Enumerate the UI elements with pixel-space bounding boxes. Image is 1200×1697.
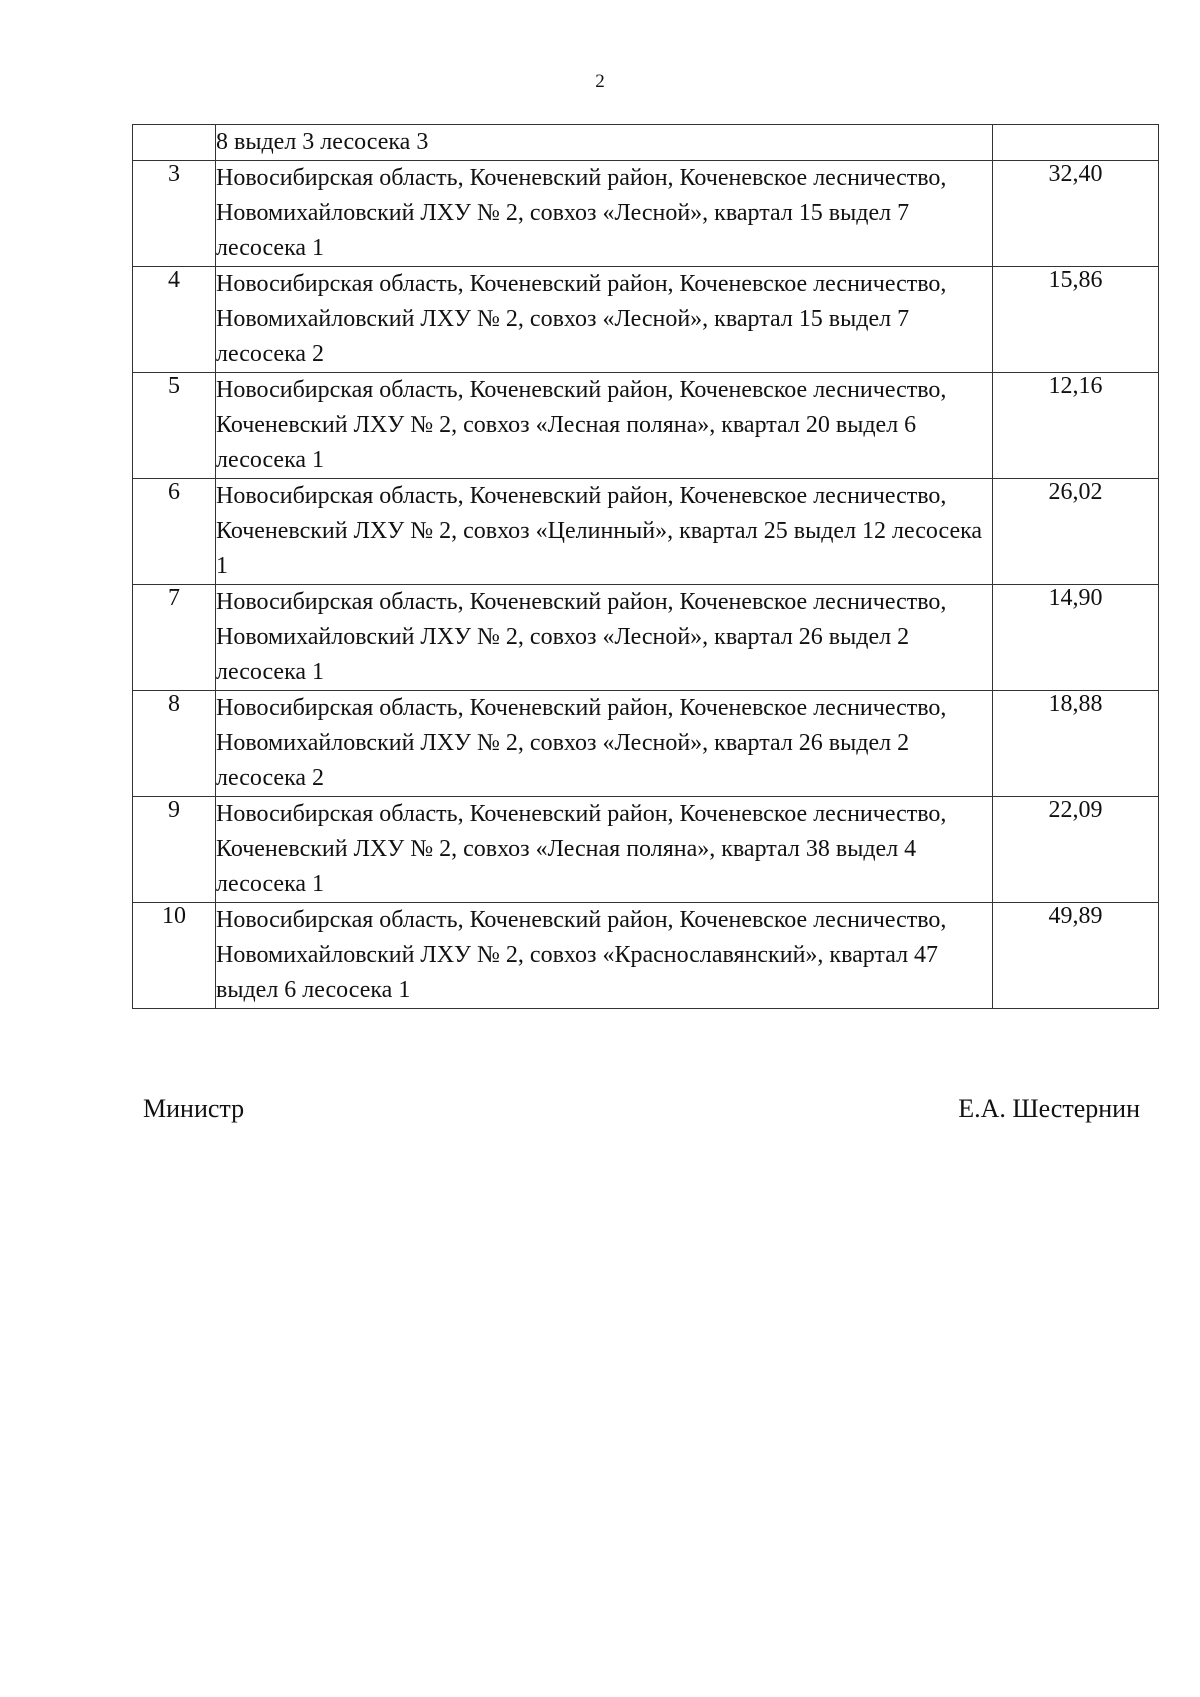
table-row [133,267,1159,373]
table-row [133,585,1159,691]
row-location: Новосибирская область, Коченевский район, Коченевское лесничество, Новомихайловский ЛХУ № 2, совхоз «Краснославянский», квартал 47 выдел 6 лесосека 1 [216,903,993,1009]
row-location: Новосибирская область, Коченевский район, Коченевское лесничество, Коченевский ЛХУ № 2, совхоз «Целинный», квартал 25 выдел 12 лесосека 1 [216,479,993,585]
row-location: Новосибирская область, Коченевский район, Коченевское лесничество, Коченевский ЛХУ № 2, совхоз «Лесная поляна», квартал 38 выдел 4 лесосека 1 [216,797,993,903]
row-area: 32,40 [993,161,1159,267]
row-area: 49,89 [993,903,1159,1009]
row-location: Новосибирская область, Коченевский район, Коченевское лесничество, Коченевский ЛХУ № 2, совхоз «Лесная поляна», квартал 20 выдел 6 лесосека 1 [216,373,993,479]
row-location: 8 выдел 3 лесосека 3 [216,125,993,161]
row-number: 9 [133,797,216,903]
plots-table [132,124,1159,1009]
signatory-title: Министр [143,1094,245,1123]
row-area: 26,02 [993,479,1159,585]
table-row [133,479,1159,585]
table-row [133,125,1159,161]
row-area: 14,90 [993,585,1159,691]
row-area [993,125,1159,161]
table-row [133,691,1159,797]
row-area: 18,88 [993,691,1159,797]
row-number: 5 [133,373,216,479]
row-number [133,125,216,161]
row-number: 3 [133,161,216,267]
table-row [133,903,1159,1009]
row-number: 6 [133,479,216,585]
table-row [133,373,1159,479]
row-area: 22,09 [993,797,1159,903]
row-number: 10 [133,903,216,1009]
row-number: 8 [133,691,216,797]
table-row [133,161,1159,267]
row-location: Новосибирская область, Коченевский район, Коченевское лесничество, Новомихайловский ЛХУ № 2, совхоз «Лесной», квартал 26 выдел 2 лесосека 1 [216,585,993,691]
row-location: Новосибирская область, Коченевский район, Коченевское лесничество, Новомихайловский ЛХУ № 2, совхоз «Лесной», квартал 15 выдел 7 лесосека 1 [216,161,993,267]
row-area: 12,16 [993,373,1159,479]
row-number: 7 [133,585,216,691]
signatory-name: Е.А. Шестернин [958,1094,1140,1123]
row-area: 15,86 [993,267,1159,373]
row-number: 4 [133,267,216,373]
row-location: Новосибирская область, Коченевский район, Коченевское лесничество, Новомихайловский ЛХУ № 2, совхоз «Лесной», квартал 15 выдел 7 лесосека 2 [216,267,993,373]
page-number: 2 [595,71,605,92]
row-location: Новосибирская область, Коченевский район, Коченевское лесничество, Новомихайловский ЛХУ № 2, совхоз «Лесной», квартал 26 выдел 2 лесосека 2 [216,691,993,797]
table-row [133,797,1159,903]
